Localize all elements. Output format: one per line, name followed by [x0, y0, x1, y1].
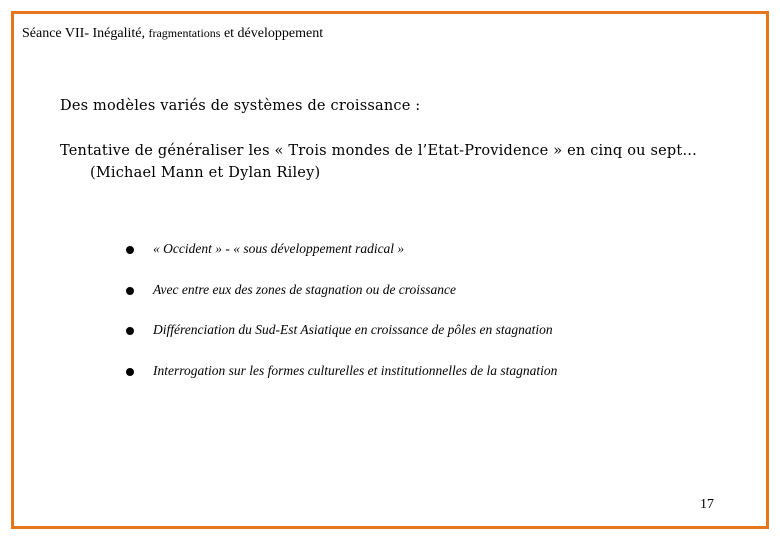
slide-frame	[11, 11, 769, 529]
bullet-dot-icon	[126, 368, 134, 376]
header-title-part2: fragmentations	[148, 26, 221, 40]
bullet-dot-icon	[126, 327, 134, 335]
bullet-dot-icon	[126, 246, 134, 254]
header-title-part3: et développement	[220, 26, 324, 41]
bullet-text: Interrogation sur les formes culturelles et institutionnelles de la stagnation	[153, 362, 558, 378]
slide-header	[22, 26, 323, 42]
generalisation-line: Tentative de généraliser les « Trois mondes de l’Etat-Providence » en cinq ou sept…	[60, 143, 698, 159]
bullet-item	[126, 363, 557, 404]
bullet-item	[126, 282, 557, 323]
bullet-item	[126, 322, 557, 363]
bullet-dot-icon	[126, 287, 134, 295]
authors-line: (Michael Mann et Dylan Riley)	[90, 165, 321, 181]
page-number: 17	[700, 497, 714, 512]
bullet-item	[126, 241, 557, 282]
bullet-text: « Occident » - « sous développement radical »	[153, 241, 405, 256]
bullet-text: Avec entre eux des zones de stagnation ou de croissance	[153, 281, 457, 297]
intro-line: Des modèles variés de systèmes de croissance :	[60, 98, 421, 114]
header-title-part1: Séance VII- Inégalité,	[22, 26, 149, 41]
bullet-list	[126, 241, 557, 403]
bullet-text: Différenciation du Sud-Est Asiatique en croissance de pôles en stagnation	[153, 322, 553, 337]
